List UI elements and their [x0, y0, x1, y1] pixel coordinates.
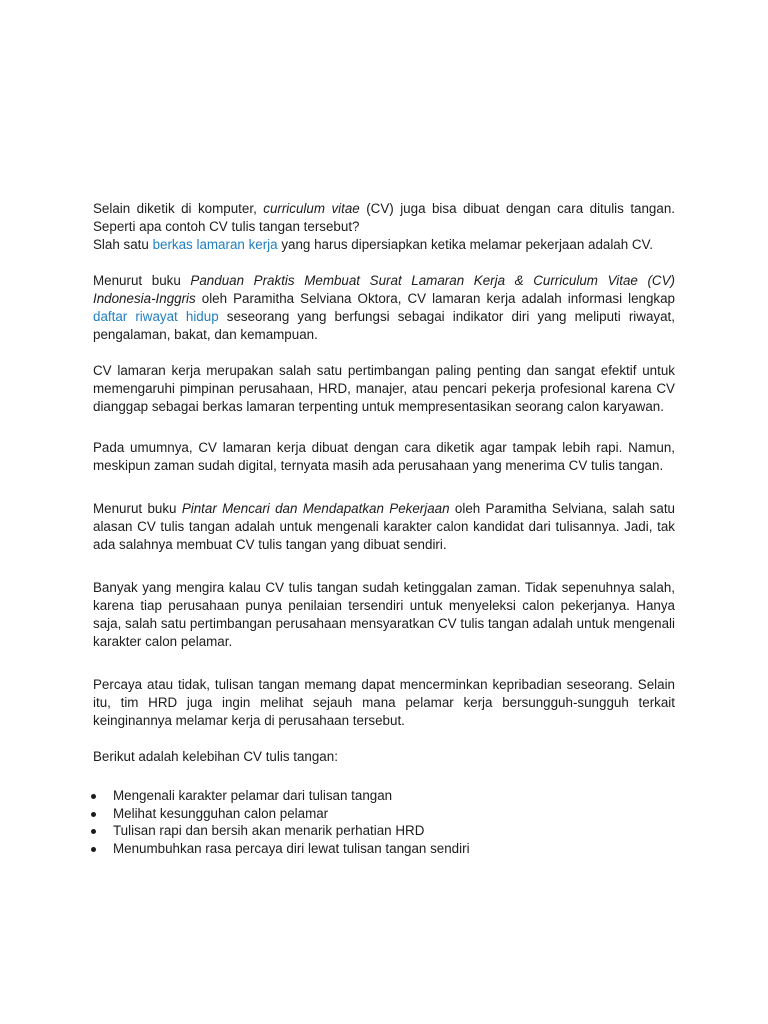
term-curriculum-vitae: curriculum vitae: [263, 201, 360, 216]
document-body: [93, 200, 675, 857]
paragraph-reason: Menurut buku Pintar Mencari dan Mendapatkan Pekerjaan oleh Paramitha Selviana, salah satu alasan CV tulis tangan adalah untuk mengenali karakter calon kandidat dari tulisannya. Jadi, tak ada salahnya membuat CV tulis tangan yang dibuat sendiri.: [93, 501, 675, 552]
paragraph-intro: Selain diketik di komputer, curriculum vitae (CV) juga bisa dibuat dengan cara ditulis tangan. Seperti apa contoh CV tulis tangan tersebut?: [93, 201, 675, 234]
list-item: Menumbuhkan rasa percaya diri lewat tulisan tangan sendiri: [93, 840, 675, 858]
paragraph-typed-cv: Pada umumnya, CV lamaran kerja dibuat dengan cara diketik agar tampak lebih rapi. Namun, meskipun zaman sudah digital, ternyata masih ada perusahaan yang menerima CV tulis tangan.: [93, 440, 675, 473]
list-item: Mengenali karakter pelamar dari tulisan tangan: [93, 787, 675, 805]
paragraph-cv-berkas: Slah satu berkas lamaran kerja yang harus dipersiapkan ketika melamar pekerjaan adalah CV.: [93, 237, 654, 252]
book-title-panduan: Panduan Praktis Membuat Surat Lamaran Kerja & Curriculum Vitae (CV) Indonesia-Inggris: [93, 273, 675, 306]
link-daftar-riwayat-hidup[interactable]: daftar riwayat hidup: [93, 309, 219, 324]
list-item: Tulisan rapi dan bersih akan menarik perhatian HRD: [93, 822, 675, 840]
paragraph-advantages-intro: Berikut adalah kelebihan CV tulis tangan:: [93, 749, 338, 764]
paragraph-personality: Percaya atau tidak, tulisan tangan memang dapat mencerminkan kepribadian seseorang. Selain itu, tim HRD juga ingin melihat sejauh mana pelamar kerja bersungguh-sungguh terkait keinginannya melamar kerja di perusahaan tersebut.: [93, 677, 675, 728]
advantages-list: [93, 787, 675, 857]
link-berkas-lamaran-kerja[interactable]: berkas lamaran kerja: [152, 237, 278, 252]
paragraph-outdated: Banyak yang mengira kalau CV tulis tangan sudah ketinggalan zaman. Tidak sepenuhnya salah, karena tiap perusahaan punya penilaian tersendiri untuk menyeleksi calon pekerjanya. Hanya saja, salah satu pertimbangan perusahaan mensyaratkan CV tulis tangan adalah untuk mengenali karakter calon pelamar.: [93, 580, 675, 649]
paragraph-definition: Menurut buku Panduan Praktis Membuat Surat Lamaran Kerja & Curriculum Vitae (CV) Indonesia-Inggris oleh Paramitha Selviana Oktora, CV lamaran kerja adalah informasi lengkap daftar riwayat hidup seseorang yang berfungsi sebagai indikator diri yang meliputi riwayat, pengalaman, bakat, dan kemampuan.: [93, 273, 675, 342]
list-item: Melihat kesungguhan calon pelamar: [93, 805, 675, 823]
book-title-pintar: Pintar Mencari dan Mendapatkan Pekerjaan: [181, 501, 450, 516]
paragraph-importance: CV lamaran kerja merupakan salah satu pertimbangan paling penting dan sangat efektif untuk memengaruhi pimpinan perusahaan, HRD, manajer, atau pencari pekerja profesional karena CV dianggap sebagai berkas lamaran terpenting untuk mempresentasikan seorang calon karyawan.: [93, 363, 675, 414]
